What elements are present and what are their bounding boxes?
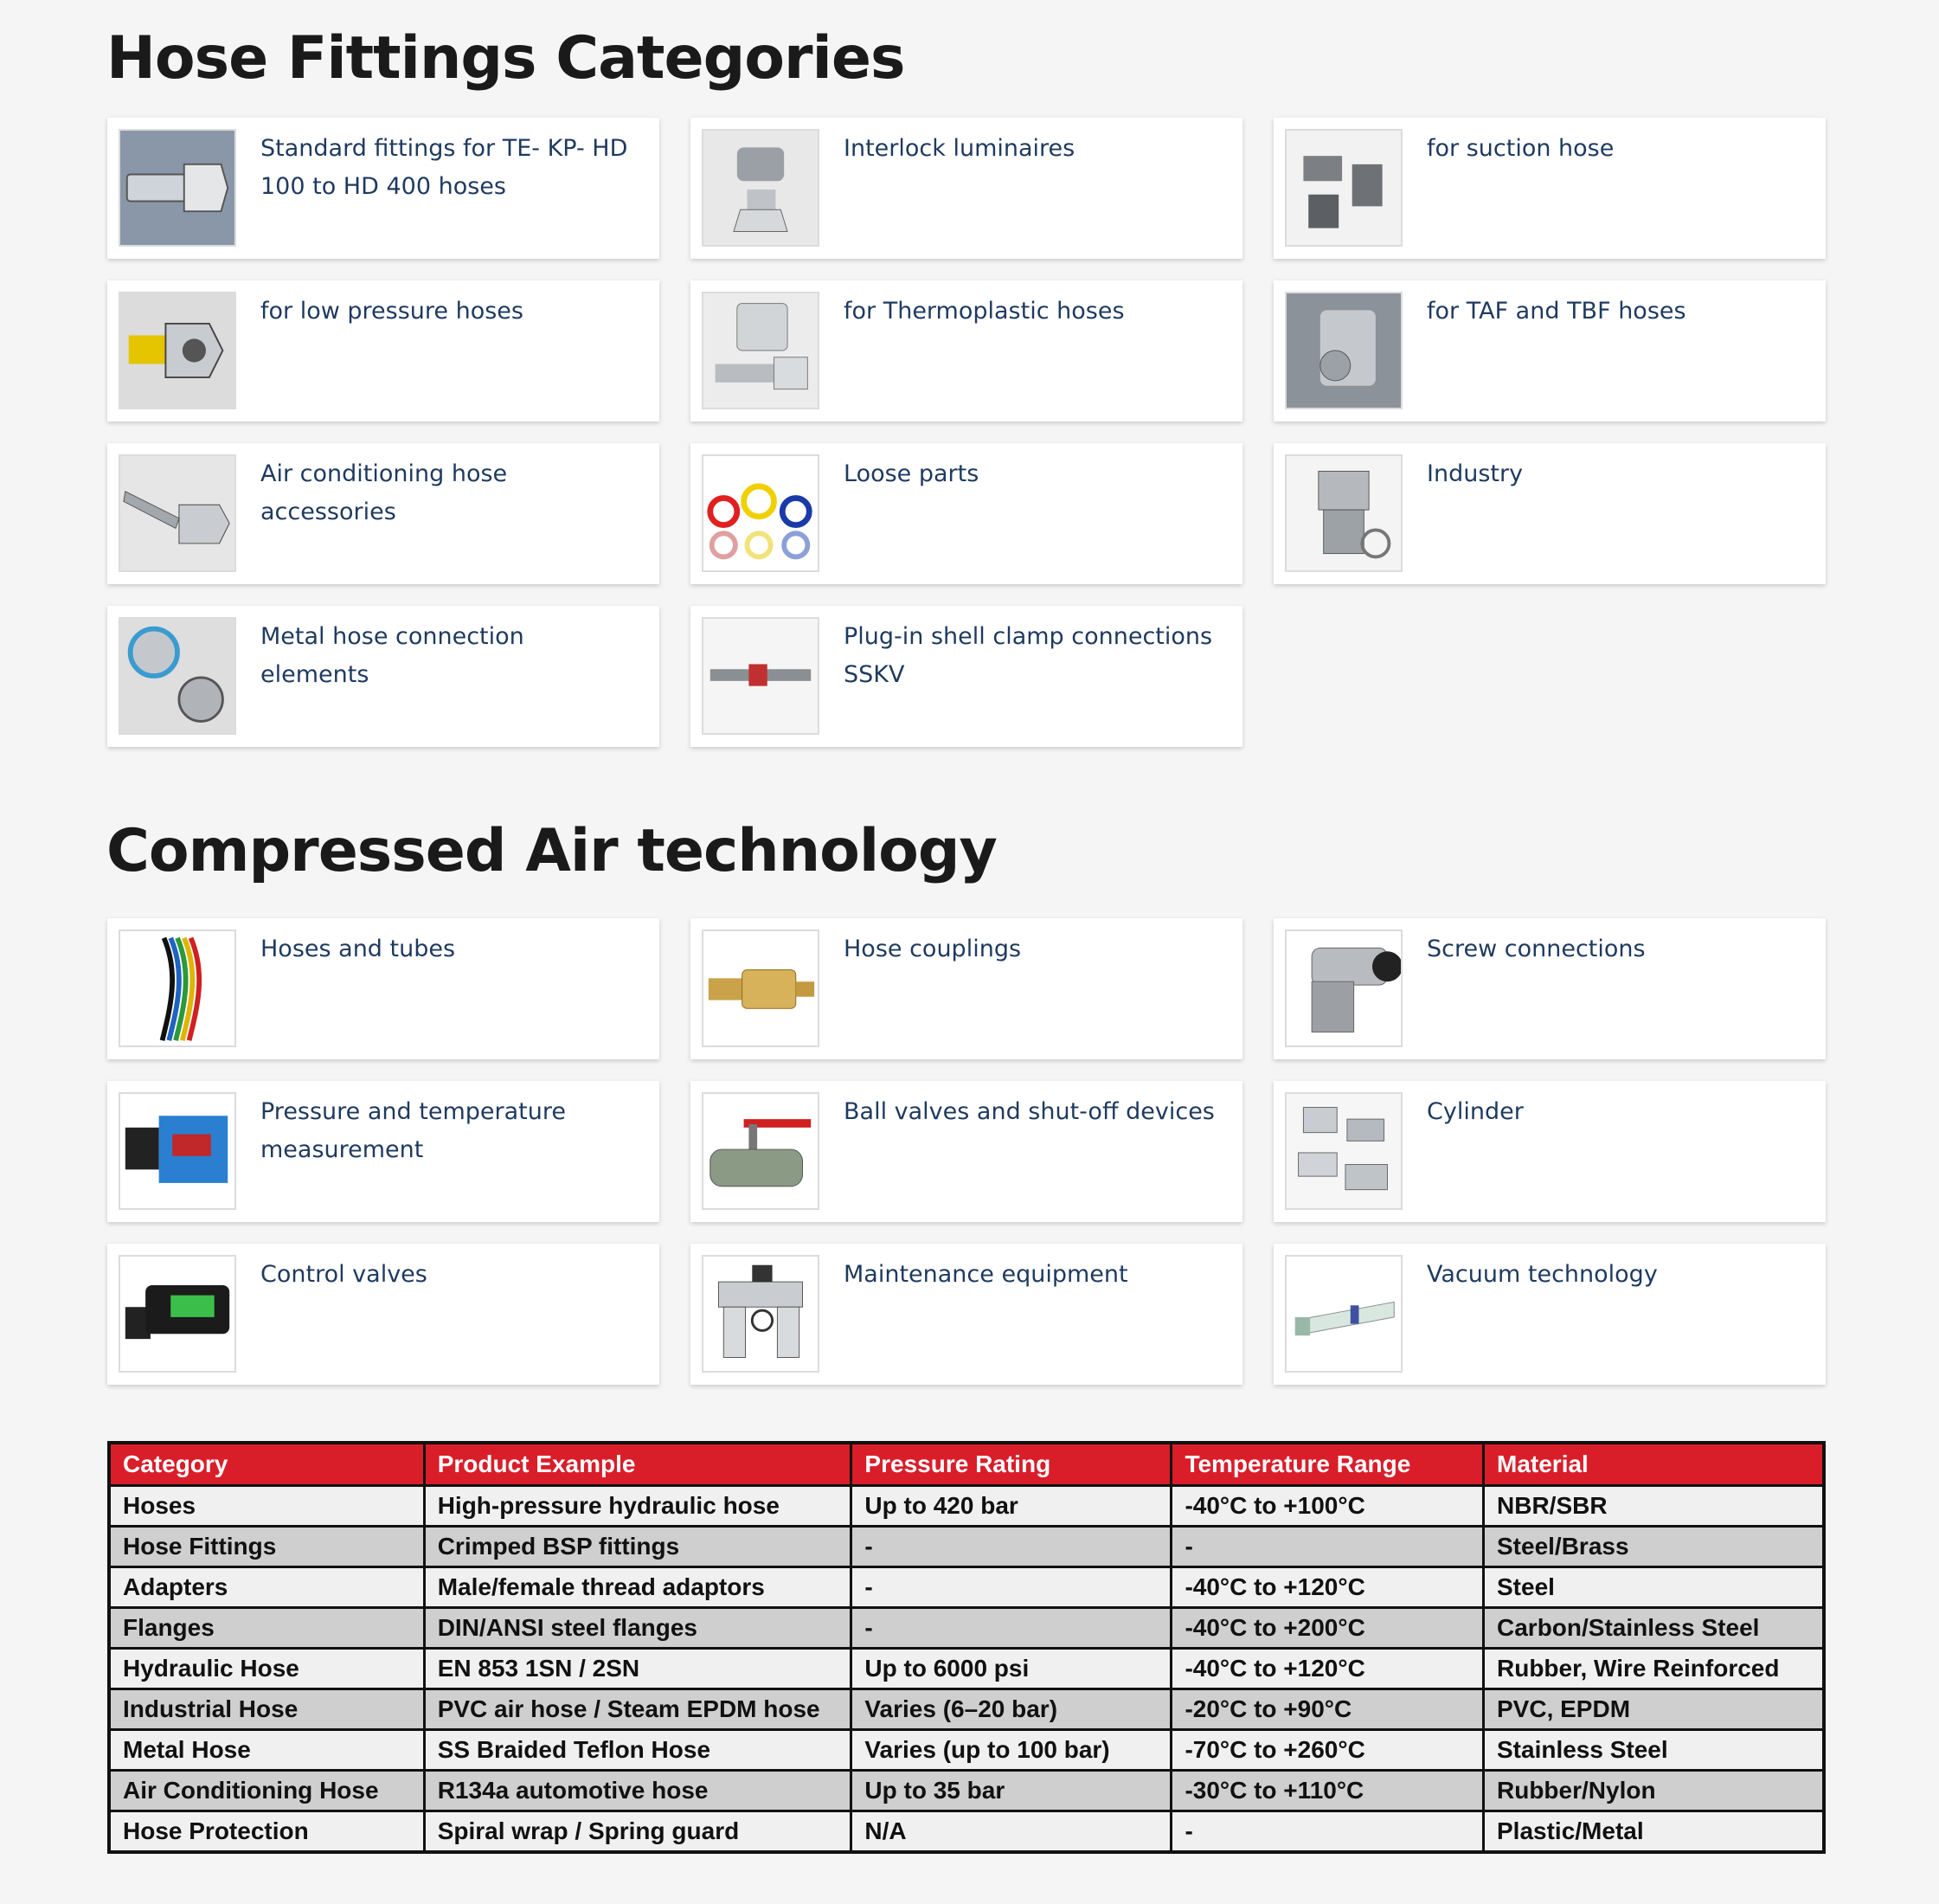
table-cell: PVC, EPDM (1484, 1689, 1825, 1730)
table-cell: -20°C to +90°C (1172, 1689, 1484, 1730)
hose-fitting-icon[interactable] (119, 129, 236, 247)
hose-fitting-card-label[interactable]: Metal hose connection elements (260, 623, 524, 688)
compressed-air-card[interactable] (1274, 1244, 1826, 1385)
compressed-air-card-label[interactable]: Hoses and tubes (260, 936, 456, 962)
compressed-air-card[interactable] (107, 1244, 659, 1385)
table-cell: Stainless Steel (1484, 1730, 1825, 1771)
hose-fitting-card-label[interactable]: for low pressure hoses (260, 298, 523, 325)
table-cell: Varies (up to 100 bar) (851, 1730, 1172, 1771)
hose-fitting-card[interactable] (1274, 118, 1826, 259)
table-header-cell: Material (1484, 1443, 1825, 1486)
table-row (109, 1730, 1824, 1771)
table-cell: Flanges (109, 1608, 424, 1649)
table-row (109, 1649, 1824, 1689)
shell-clamp-icon[interactable] (702, 617, 819, 735)
compressed-air-card-label[interactable]: Hose couplings (844, 936, 1022, 962)
table-row (109, 1527, 1824, 1567)
table-header-cell: Pressure Rating (851, 1443, 1172, 1486)
thermoplastic-fitting-icon[interactable] (702, 292, 819, 409)
hose-fitting-card-label[interactable]: for Thermoplastic hoses (844, 298, 1125, 325)
table-cell: Industrial Hose (109, 1689, 424, 1730)
table-row (109, 1811, 1824, 1853)
compressed-air-card-label[interactable]: Vacuum technology (1427, 1261, 1658, 1288)
compressed-air-card-label[interactable]: Cylinder (1427, 1098, 1524, 1125)
table-cell: NBR/SBR (1484, 1486, 1825, 1527)
pneumatic-cylinder-icon[interactable] (1285, 1092, 1403, 1210)
colored-tubes-icon[interactable] (119, 929, 236, 1047)
table-cell: Rubber, Wire Reinforced (1484, 1649, 1825, 1689)
table-cell: Spiral wrap / Spring guard (424, 1811, 851, 1853)
table-row (109, 1567, 1824, 1608)
table-cell: Male/female thread adaptors (424, 1567, 851, 1608)
hose-fitting-card[interactable] (690, 280, 1242, 421)
table-cell: -30°C to +110°C (1172, 1771, 1484, 1811)
hose-fitting-card[interactable] (107, 606, 659, 747)
table-cell: - (1172, 1811, 1484, 1853)
hose-fitting-card-label[interactable]: Interlock luminaires (844, 135, 1075, 162)
table-row (109, 1689, 1824, 1730)
hose-fitting-card[interactable] (690, 118, 1242, 259)
compressed-air-card-label[interactable]: Control valves (260, 1261, 427, 1288)
pressure-sensor-icon[interactable] (119, 1092, 236, 1210)
hose-fitting-card[interactable] (690, 443, 1242, 584)
compressed-air-card-label[interactable]: Maintenance equipment (844, 1261, 1128, 1288)
compressed-air-card[interactable] (1274, 1081, 1826, 1222)
hose-fitting-card-label[interactable]: Air conditioning hose accessories (260, 460, 508, 525)
table-cell: -40°C to +120°C (1172, 1649, 1484, 1689)
table-cell: EN 853 1SN / 2SN (424, 1649, 851, 1689)
table-cell: - (851, 1567, 1172, 1608)
compressed-air-card[interactable] (1274, 918, 1826, 1059)
table-cell: Steel (1484, 1567, 1825, 1608)
camlock-coupling-icon[interactable] (1285, 454, 1403, 572)
ac-fitting-icon[interactable] (119, 454, 236, 572)
table-cell: Metal Hose (109, 1730, 424, 1771)
hose-fitting-card-label[interactable]: for suction hose (1427, 135, 1615, 162)
table-cell: Up to 6000 psi (851, 1649, 1172, 1689)
spec-table (107, 1441, 1826, 1854)
table-cell: Rubber/Nylon (1484, 1771, 1825, 1811)
compressed-air-card[interactable] (690, 918, 1242, 1059)
compressed-air-card-label[interactable]: Screw connections (1427, 936, 1646, 962)
table-cell: - (1172, 1527, 1484, 1567)
hose-fitting-card-label[interactable]: Standard fittings for TE- KP- HD 100 to HD 400 hoses (260, 135, 628, 200)
table-body (109, 1486, 1824, 1853)
compressed-air-card[interactable] (690, 1081, 1242, 1222)
table-cell: Hoses (109, 1486, 424, 1527)
compressed-air-card[interactable] (107, 918, 659, 1059)
table-cell: Carbon/Stainless Steel (1484, 1608, 1825, 1649)
hose-fitting-card[interactable] (1274, 280, 1826, 421)
hose-fitting-card-label[interactable]: Plug-in shell clamp connections SSKV (844, 623, 1213, 688)
solenoid-valve-icon[interactable] (119, 1255, 236, 1373)
table-header-row (109, 1443, 1824, 1486)
elbow-connector-icon[interactable] (1285, 929, 1403, 1047)
filter-regulator-icon[interactable] (702, 1255, 819, 1373)
table-row (109, 1608, 1824, 1649)
compressed-air-card[interactable] (690, 1244, 1242, 1385)
table-header-cell: Temperature Range (1172, 1443, 1484, 1486)
table-cell: -70°C to +260°C (1172, 1730, 1484, 1771)
table-cell: -40°C to +100°C (1172, 1486, 1484, 1527)
table-cell: -40°C to +200°C (1172, 1608, 1484, 1649)
table-cell: Plastic/Metal (1484, 1811, 1825, 1853)
table-cell: Up to 35 bar (851, 1771, 1172, 1811)
o-rings-icon[interactable] (702, 454, 819, 572)
metal-hose-connector-icon[interactable] (119, 617, 236, 735)
table-cell: N/A (851, 1811, 1172, 1853)
suction-fitting-icon[interactable] (1285, 129, 1403, 247)
table-cell: Varies (6–20 bar) (851, 1689, 1172, 1730)
table-cell: Crimped BSP fittings (424, 1527, 851, 1567)
table-cell: - (851, 1608, 1172, 1649)
table-row (109, 1771, 1824, 1811)
table-cell: - (851, 1527, 1172, 1567)
section-title-hose-fittings: Hose Fittings Categories (106, 24, 905, 93)
table-header-cell: Product Example (424, 1443, 851, 1486)
table-row (109, 1486, 1824, 1527)
table-cell: -40°C to +120°C (1172, 1567, 1484, 1608)
hose-fitting-card-label[interactable]: for TAF and TBF hoses (1427, 298, 1686, 325)
hose-fitting-card[interactable] (107, 443, 659, 584)
table-cell: PVC air hose / Steam EPDM hose (424, 1689, 851, 1730)
table-cell: Steel/Brass (1484, 1527, 1825, 1567)
hose-fitting-card[interactable] (690, 606, 1242, 747)
hose-fitting-card[interactable] (1274, 443, 1826, 584)
table-cell: Hose Protection (109, 1811, 424, 1853)
compressed-air-card-label[interactable]: Pressure and temperature measurement (260, 1098, 566, 1163)
brass-coupling-icon[interactable] (702, 929, 819, 1047)
hose-fitting-card-label[interactable]: Industry (1427, 460, 1524, 487)
low-pressure-fitting-icon[interactable] (119, 292, 236, 409)
table-cell: Hydraulic Hose (109, 1649, 424, 1689)
section-title-compressed-air: Compressed Air technology (106, 817, 997, 885)
table-cell: Air Conditioning Hose (109, 1771, 424, 1811)
hose-fitting-card-label[interactable]: Loose parts (844, 460, 979, 487)
hose-fitting-card[interactable] (107, 280, 659, 421)
compressed-air-card[interactable] (107, 1081, 659, 1222)
table-cell: R134a automotive hose (424, 1771, 851, 1811)
table-cell: SS Braided Teflon Hose (424, 1730, 851, 1771)
compressed-air-card-label[interactable]: Ball valves and shut-off devices (844, 1098, 1215, 1125)
table-cell: High-pressure hydraulic hose (424, 1486, 851, 1527)
hose-fitting-card[interactable] (107, 118, 659, 259)
taf-tbf-fitting-icon[interactable] (1285, 292, 1403, 409)
table-header-cell: Category (109, 1443, 424, 1486)
table-cell: DIN/ANSI steel flanges (424, 1608, 851, 1649)
ball-valve-icon[interactable] (702, 1092, 819, 1210)
interlock-fitting-icon[interactable] (702, 129, 819, 247)
vacuum-ejector-icon[interactable] (1285, 1255, 1403, 1373)
table-cell: Hose Fittings (109, 1527, 424, 1567)
table-cell: Up to 420 bar (851, 1486, 1172, 1527)
table-cell: Adapters (109, 1567, 424, 1608)
